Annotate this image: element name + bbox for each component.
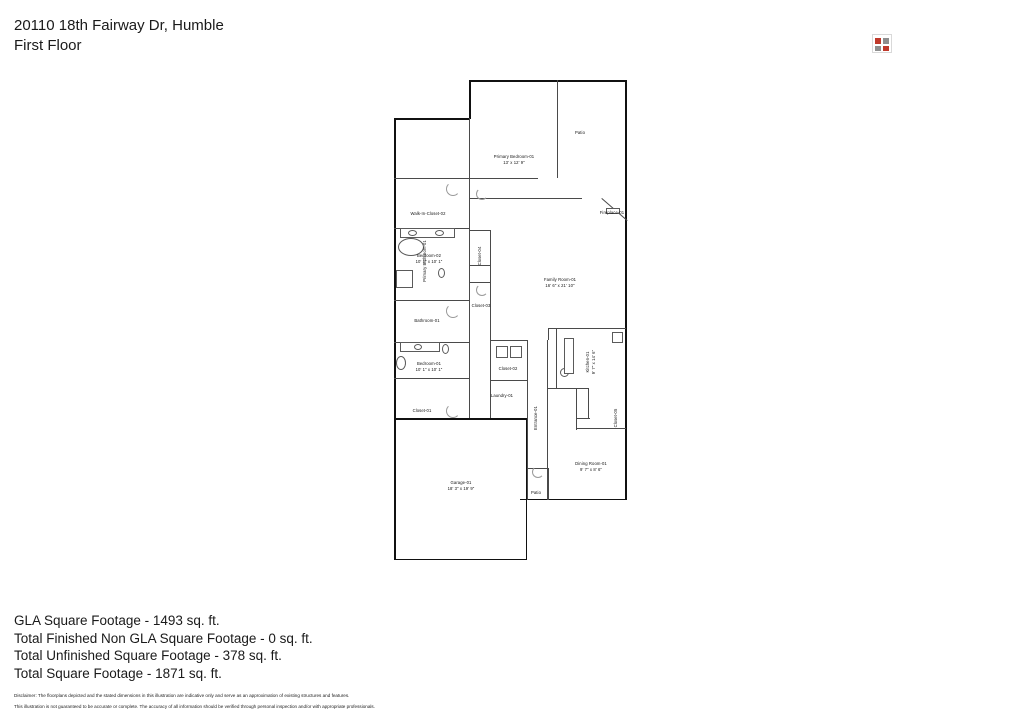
wall-interior-v3: [469, 300, 470, 418]
room-name: Closet-01: [412, 408, 432, 413]
room-name: Primary Bedroom-01: [493, 154, 535, 159]
wall-family-bottom: [548, 328, 549, 340]
page-title: [14, 16, 224, 56]
room-name: Garage-01: [450, 480, 472, 485]
wall-left-upper: [394, 118, 396, 418]
floor-label: First Floor: [14, 37, 82, 54]
wall-left-top-vert: [469, 80, 471, 119]
wall-garage-top: [394, 418, 526, 420]
room-label-family-room-01: [518, 277, 602, 288]
room-label-garage-01: [424, 480, 498, 491]
wall-interior-h3: [394, 300, 470, 301]
wall-kitchen-top: [548, 328, 626, 329]
toilet-icon-1: [438, 268, 445, 278]
room-dim: 10' 1" x 10' 1": [415, 366, 443, 372]
room-label-bedroom-01: [392, 361, 466, 372]
wall-dining-left: [576, 388, 577, 430]
room-label-closet-05: [613, 403, 619, 433]
property-address: 20110 18th Fairway Dr, Humble: [14, 17, 224, 34]
room-dim: 18' 3" x 19' 9": [447, 485, 475, 491]
wall-top-left-ext: [394, 118, 470, 120]
room-label-patio-rear: [564, 130, 596, 136]
room-label-patio-front: [521, 490, 551, 496]
wall-exterior-top: [469, 80, 627, 82]
dryer-icon: [510, 346, 522, 358]
wall-garage-left: [394, 418, 396, 560]
room-dim: 9' 7" x 14' 6": [590, 349, 596, 375]
room-name: Kitchen-01: [585, 351, 590, 373]
room-label-primary-bedroom-01: [472, 154, 556, 165]
wall-garage-bottom: [394, 559, 527, 561]
wall-exterior-right-lower: [625, 320, 627, 500]
wall-entrance-left: [527, 340, 528, 500]
wall-bath-divider2: [469, 282, 491, 283]
room-name: Laundry-01: [490, 393, 514, 398]
room-label-dining-room-01: [556, 461, 626, 472]
room-label-fireplace-01: [594, 210, 630, 216]
room-name: Bedroom-02: [416, 253, 442, 258]
wall-exterior-right-upper: [625, 80, 627, 260]
wall-kitchen-left: [556, 328, 557, 388]
room-dim: 13' x 12' 9": [503, 159, 525, 165]
door-arc-4: [476, 188, 488, 200]
room-name: Fireplace-01: [599, 210, 625, 215]
unfinished-total: Total Unfinished Square Footage - 378 sq. ft.: [14, 648, 282, 663]
wall-exterior-bottom-right: [520, 499, 627, 501]
door-arc-5: [476, 284, 488, 296]
room-name: Walk-In-Closet-02: [410, 211, 446, 216]
wall-kitchen-bottom: [548, 388, 588, 389]
room-label-laundry-01: [478, 393, 526, 399]
room-label-closet-03: [468, 303, 494, 309]
room-name: Patio: [574, 130, 586, 135]
wall-primary-right: [557, 80, 558, 178]
room-label-closet-04: [477, 238, 483, 274]
room-name: Closet-05: [613, 408, 618, 428]
company-logo-icon: [872, 34, 892, 53]
washer-icon: [496, 346, 508, 358]
gla-total: GLA Square Footage - 1493 sq. ft.: [14, 613, 220, 628]
room-label-entrance-01: [533, 398, 539, 438]
room-name: Primary Bathroom-01: [422, 240, 427, 282]
room-name: Patio: [530, 490, 542, 495]
room-name: Dining Room-01: [575, 461, 607, 466]
wall-exterior-right-diag-top: [625, 258, 627, 320]
room-name: Family Room-01: [543, 277, 577, 282]
wall-closet04-box-top: [469, 230, 491, 231]
wall-primary-bottom2: [470, 198, 582, 199]
finished-non-gla-total: Total Finished Non GLA Square Footage - 0 sq. ft.: [14, 630, 313, 646]
room-label-closet-02: [490, 366, 526, 372]
disclaimer: [14, 690, 714, 712]
wall-interior-h5: [394, 378, 470, 379]
door-arc-2: [446, 304, 460, 318]
floorplan-drawing: [380, 70, 650, 570]
disclaimer-line-2: This illustration is not guaranteed to be accurate or complete. The accuracy of all information should be verified through personal inspection and/or with appropriate professionals.: [14, 704, 375, 709]
shower-icon: [396, 270, 413, 288]
room-label-walk-in-closet-02: [392, 211, 464, 217]
toilet-icon-2: [442, 344, 449, 354]
room-name: Bedroom-01: [416, 361, 442, 366]
room-name: Entrance-01: [533, 406, 538, 430]
sink-icon-1: [408, 230, 417, 236]
wall-primary-bottom: [470, 178, 538, 179]
room-name: Closet-03: [471, 303, 491, 308]
room-label-bedroom-02: [392, 253, 466, 264]
range-icon: [612, 332, 623, 343]
room-label-closet-01: [400, 408, 444, 414]
door-arc-3: [446, 404, 460, 418]
total-square-footage: Total Square Footage - 1871 sq. ft.: [14, 665, 222, 681]
wall-primary-suite-left: [469, 180, 470, 230]
room-dim: 10' 1" x 10' 1": [415, 258, 443, 264]
disclaimer-line-1: Disclaimer: The floorplans depicted and the stated dimensions in this illustration are indicative only and serve as an approximation of existing structures and features.: [14, 693, 350, 698]
room-label-bathroom-01: [396, 318, 458, 324]
square-footage-summary: [14, 612, 614, 682]
room-dim: 9' 7" x 8' 6": [580, 466, 602, 472]
wall-laundry-bottom: [490, 380, 528, 381]
wall-closet05-box: [588, 388, 589, 418]
room-name: Closet-04: [477, 246, 482, 266]
wall-hall-v: [490, 230, 491, 418]
wall-closet05-bottom: [576, 418, 590, 419]
room-label-kitchen-01: [585, 338, 596, 386]
wall-laundry-top: [490, 340, 528, 341]
sink-icon-3: [414, 344, 422, 350]
room-name: Bathroom-01: [414, 318, 440, 323]
door-arc-6: [532, 466, 544, 478]
door-arc-1: [446, 182, 460, 196]
wall-interior-h1: [394, 178, 470, 179]
sink-icon-2: [435, 230, 444, 236]
room-dim: 16' 6" x 21' 10": [545, 282, 575, 288]
room-name: Closet-02: [498, 366, 518, 371]
kitchen-island-icon: [564, 338, 574, 374]
